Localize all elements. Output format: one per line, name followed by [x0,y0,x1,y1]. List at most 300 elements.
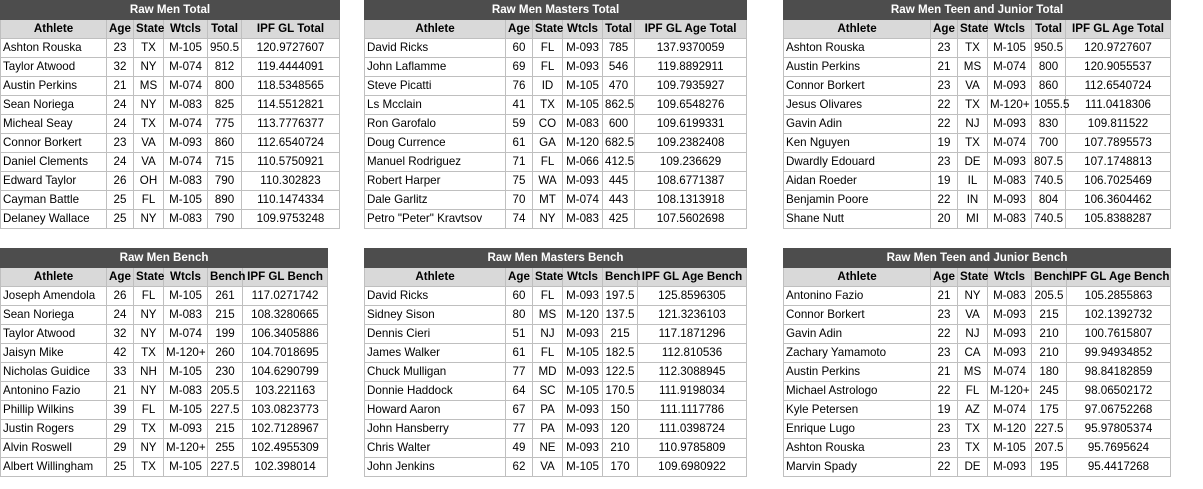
column-header-age: Age [506,20,533,39]
cell-state: FL [958,382,988,401]
cell-lift: 180 [1032,363,1067,382]
column-header-lift: Total [208,20,242,39]
raw-men-total-table [0,0,340,229]
cell-athlete: Phillip Wilkins [1,401,107,420]
cell-lift: 261 [208,287,243,306]
raw-men-bench-table [0,248,328,477]
table-title: Raw Men Teen and Junior Total [784,1,1171,20]
cell-athlete: Sidney Sison [365,306,506,325]
table-row [1,325,328,344]
cell-age: 23 [931,344,958,363]
cell-athlete: Taylor Atwood [1,58,107,77]
cell-score: 111.0398724 [638,420,747,439]
cell-score: 98.06502172 [1067,382,1171,401]
cell-athlete: Ashton Rouska [1,39,107,58]
table-row [784,306,1171,325]
cell-wtcls: M-083 [164,96,208,115]
cell-age: 19 [931,401,958,420]
cell-wtcls: M-105 [164,191,208,210]
cell-lift: 207.5 [1032,439,1067,458]
column-header-state: State [533,20,563,39]
cell-lift: 825 [208,96,242,115]
table-row [1,458,328,477]
table-row [1,287,328,306]
cell-score: 109.6548276 [635,96,747,115]
cell-lift: 445 [603,172,635,191]
cell-athlete: Chris Walter [365,439,506,458]
cell-lift: 215 [1032,306,1067,325]
cell-wtcls: M-083 [563,210,603,229]
cell-age: 69 [506,58,533,77]
cell-age: 21 [107,382,134,401]
cell-lift: 700 [1032,134,1066,153]
column-header-lift: Bench [603,268,638,287]
cell-lift: 227.5 [208,401,243,420]
cell-score: 95.97805374 [1067,420,1171,439]
cell-state: VA [134,134,164,153]
cell-wtcls: M-074 [988,363,1032,382]
cell-state: VA [533,458,563,477]
cell-lift: 175 [1032,401,1067,420]
table-row [784,39,1171,58]
cell-athlete: Nicholas Guidice [1,363,107,382]
cell-athlete: Howard Aaron [365,401,506,420]
cell-state: NJ [958,115,988,134]
column-header-state: State [134,268,164,287]
cell-wtcls: M-093 [563,39,603,58]
cell-athlete: Kyle Petersen [784,401,931,420]
cell-lift: 210 [1032,325,1067,344]
cell-wtcls: M-083 [563,115,603,134]
cell-wtcls: M-083 [988,287,1032,306]
table-row [365,325,747,344]
cell-state: FL [533,39,563,58]
table-row [1,210,340,229]
table-title: Raw Men Masters Total [365,1,747,20]
cell-athlete: Delaney Wallace [1,210,107,229]
cell-score: 107.1748813 [1066,153,1171,172]
cell-score: 112.6540724 [242,134,340,153]
cell-score: 121.3236103 [638,306,747,325]
cell-athlete: Enrique Lugo [784,420,931,439]
table-row [1,439,328,458]
column-header-lift: Total [1032,20,1066,39]
cell-lift: 245 [1032,382,1067,401]
cell-age: 62 [506,458,533,477]
cell-score: 106.3405886 [243,325,328,344]
cell-state: PA [533,401,563,420]
cell-athlete: Petro "Peter" Kravtsov [365,210,506,229]
cell-age: 22 [931,96,958,115]
cell-athlete: Ron Garofalo [365,115,506,134]
cell-state: NY [134,439,164,458]
cell-state: TX [134,344,164,363]
cell-age: 23 [931,420,958,439]
cell-lift: 830 [1032,115,1066,134]
cell-state: PA [533,420,563,439]
cell-lift: 210 [1032,344,1067,363]
cell-score: 109.236629 [635,153,747,172]
cell-lift: 120 [603,420,638,439]
cell-wtcls: M-093 [563,363,603,382]
cell-state: WA [533,172,563,191]
cell-lift: 800 [208,77,242,96]
table-title: Raw Men Masters Bench [365,249,747,268]
cell-age: 75 [506,172,533,191]
cell-athlete: Manuel Rodriguez [365,153,506,172]
table-title: Raw Men Bench [1,249,328,268]
cell-athlete: Zachary Yamamoto [784,344,931,363]
cell-age: 32 [107,58,134,77]
cell-lift: 740.5 [1032,172,1066,191]
cell-lift: 170.5 [603,382,638,401]
cell-state: IL [958,172,988,191]
cell-lift: 215 [208,306,243,325]
header-row [1,268,328,287]
cell-score: 108.1313918 [635,191,747,210]
table-row [365,58,747,77]
cell-wtcls: M-083 [164,382,208,401]
table-row [365,420,747,439]
cell-age: 23 [931,39,958,58]
column-header-age: Age [931,20,958,39]
cell-wtcls: M-105 [164,458,208,477]
cell-age: 22 [931,325,958,344]
table-row [784,134,1171,153]
cell-wtcls: M-120 [563,134,603,153]
cell-score: 112.3088945 [638,363,747,382]
cell-age: 64 [506,382,533,401]
cell-age: 51 [506,325,533,344]
cell-state: NH [134,363,164,382]
column-header-athlete: Athlete [365,20,506,39]
table-row [365,401,747,420]
cell-state: TX [134,39,164,58]
column-header-wtcls: Wtcls [988,20,1032,39]
cell-age: 21 [107,77,134,96]
cell-score: 95.4417268 [1067,458,1171,477]
cell-wtcls: M-093 [164,134,208,153]
column-header-state: State [958,20,988,39]
cell-state: FL [134,401,164,420]
cell-lift: 227.5 [208,458,243,477]
cell-wtcls: M-093 [988,191,1032,210]
cell-state: NJ [958,325,988,344]
cell-athlete: Cayman Battle [1,191,107,210]
cell-lift: 197.5 [603,287,638,306]
cell-score: 104.6290799 [243,363,328,382]
cell-athlete: Connor Borkert [1,134,107,153]
table-row [1,39,340,58]
table-row [784,191,1171,210]
cell-wtcls: M-105 [164,363,208,382]
cell-wtcls: M-120+ [164,344,208,363]
cell-state: MD [533,363,563,382]
cell-score: 117.1871296 [638,325,747,344]
cell-state: FL [134,191,164,210]
cell-lift: 195 [1032,458,1067,477]
cell-state: NY [134,210,164,229]
table-row [784,210,1171,229]
cell-state: MI [958,210,988,229]
cell-lift: 860 [1032,77,1066,96]
column-header-age: Age [506,268,533,287]
cell-score: 102.7128967 [243,420,328,439]
cell-score: 95.7695624 [1067,439,1171,458]
cell-lift: 785 [603,39,635,58]
cell-age: 33 [107,363,134,382]
cell-wtcls: M-105 [988,439,1032,458]
cell-athlete: Taylor Atwood [1,325,107,344]
cell-score: 108.3280665 [243,306,328,325]
cell-athlete: John Hansberry [365,420,506,439]
table-row [365,382,747,401]
cell-lift: 715 [208,153,242,172]
cell-athlete: David Ricks [365,39,506,58]
cell-athlete: Sean Noriega [1,306,107,325]
cell-age: 29 [107,439,134,458]
cell-score: 100.7615807 [1067,325,1171,344]
cell-wtcls: M-074 [563,191,603,210]
table-row [1,306,328,325]
raw-men-teen-junior-total-table [783,0,1171,229]
table-title: Raw Men Total [1,1,340,20]
cell-state: NY [134,325,164,344]
cell-state: IN [958,191,988,210]
cell-state: TX [958,420,988,439]
cell-state: NY [958,287,988,306]
table-row [784,115,1171,134]
cell-age: 32 [107,325,134,344]
cell-wtcls: M-105 [563,96,603,115]
column-header-score: IPF GL Age Total [1066,20,1171,39]
cell-state: TX [958,439,988,458]
cell-age: 22 [931,458,958,477]
cell-athlete: John Jenkins [365,458,506,477]
cell-age: 22 [931,191,958,210]
table-row [1,401,328,420]
cell-athlete: Austin Perkins [1,77,107,96]
cell-age: 59 [506,115,533,134]
cell-wtcls: M-093 [988,115,1032,134]
cell-lift: 546 [603,58,635,77]
cell-athlete: Jesus Olivares [784,96,931,115]
cell-score: 112.6540724 [1066,77,1171,96]
cell-wtcls: M-105 [164,287,208,306]
table-row [365,153,747,172]
cell-state: FL [134,287,164,306]
cell-athlete: Daniel Clements [1,153,107,172]
cell-score: 107.7895573 [1066,134,1171,153]
cell-score: 120.9727607 [1066,39,1171,58]
cell-state: NY [533,210,563,229]
table-row [365,363,747,382]
column-header-score: IPF GL Age Total [635,20,747,39]
cell-age: 24 [107,306,134,325]
cell-score: 105.2855863 [1067,287,1171,306]
table-row [365,458,747,477]
cell-wtcls: M-120 [563,306,603,325]
cell-wtcls: M-093 [164,420,208,439]
cell-score: 117.0271742 [243,287,328,306]
cell-wtcls: M-093 [988,153,1032,172]
cell-athlete: Ashton Rouska [784,39,931,58]
cell-age: 23 [931,77,958,96]
cell-state: TX [134,458,164,477]
cell-athlete: Austin Perkins [784,58,931,77]
table-row [784,287,1171,306]
cell-state: FL [533,58,563,77]
table-row [1,58,340,77]
table-row [784,439,1171,458]
cell-athlete: Ashton Rouska [784,439,931,458]
cell-age: 77 [506,420,533,439]
table-row [365,439,747,458]
cell-wtcls: M-093 [563,420,603,439]
cell-score: 105.8388287 [1066,210,1171,229]
cell-lift: 800 [1032,58,1066,77]
table-row [784,96,1171,115]
cell-lift: 804 [1032,191,1066,210]
column-header-athlete: Athlete [1,20,107,39]
column-header-score: IPF GL Total [242,20,340,39]
cell-wtcls: M-074 [988,134,1032,153]
cell-athlete: Jaisyn Mike [1,344,107,363]
table-row [1,344,328,363]
cell-wtcls: M-083 [164,210,208,229]
cell-athlete: Dennis Cieri [365,325,506,344]
cell-state: NY [134,382,164,401]
column-header-age: Age [107,268,134,287]
cell-wtcls: M-120+ [164,439,208,458]
cell-age: 20 [931,210,958,229]
table-row [784,458,1171,477]
cell-lift: 470 [603,77,635,96]
cell-wtcls: M-093 [988,344,1032,363]
cell-athlete: Connor Borkert [784,306,931,325]
cell-state: VA [134,153,164,172]
table-row [365,115,747,134]
header-row [784,268,1171,287]
cell-lift: 807.5 [1032,153,1066,172]
cell-lift: 215 [208,420,243,439]
cell-lift: 950.5 [208,39,242,58]
cell-age: 22 [931,115,958,134]
table-row [1,134,340,153]
table-row [1,96,340,115]
cell-athlete: Ls Mcclain [365,96,506,115]
cell-athlete: Alvin Roswell [1,439,107,458]
cell-athlete: Joseph Amendola [1,287,107,306]
table-row [784,401,1171,420]
cell-state: DE [958,153,988,172]
table-row [1,115,340,134]
cell-state: MS [958,58,988,77]
cell-athlete: Dwardly Edouard [784,153,931,172]
cell-wtcls: M-093 [563,58,603,77]
column-header-wtcls: Wtcls [988,268,1032,287]
cell-age: 61 [506,344,533,363]
cell-state: CA [958,344,988,363]
cell-score: 110.302823 [242,172,340,191]
cell-lift: 412.5 [603,153,635,172]
cell-age: 23 [107,134,134,153]
cell-athlete: Sean Noriega [1,96,107,115]
column-header-lift: Bench [1032,268,1067,287]
cell-score: 106.7025469 [1066,172,1171,191]
cell-wtcls: M-074 [988,401,1032,420]
cell-wtcls: M-105 [563,458,603,477]
cell-age: 39 [107,401,134,420]
cell-score: 137.9370059 [635,39,747,58]
cell-age: 19 [931,134,958,153]
cell-state: VA [958,306,988,325]
cell-wtcls: M-093 [988,325,1032,344]
cell-score: 120.9727607 [242,39,340,58]
table-row [784,153,1171,172]
table-row [784,363,1171,382]
column-header-state: State [134,20,164,39]
cell-age: 29 [107,420,134,439]
cell-state: NY [134,96,164,115]
cell-age: 25 [107,191,134,210]
cell-age: 41 [506,96,533,115]
cell-lift: 890 [208,191,242,210]
cell-age: 24 [107,153,134,172]
cell-score: 98.84182859 [1067,363,1171,382]
cell-state: TX [134,420,164,439]
cell-state: FL [533,344,563,363]
column-header-wtcls: Wtcls [164,20,208,39]
cell-state: TX [958,134,988,153]
table-row [784,58,1171,77]
header-row [1,20,340,39]
column-header-age: Age [931,268,958,287]
cell-lift: 425 [603,210,635,229]
table-row [1,382,328,401]
cell-age: 49 [506,439,533,458]
cell-state: ID [533,77,563,96]
table-row [784,325,1171,344]
cell-lift: 230 [208,363,243,382]
cell-wtcls: M-083 [988,210,1032,229]
cell-score: 110.1474334 [242,191,340,210]
column-header-wtcls: Wtcls [164,268,208,287]
column-header-state: State [533,268,563,287]
cell-wtcls: M-120 [988,420,1032,439]
cell-score: 119.8892911 [635,58,747,77]
cell-wtcls: M-093 [563,172,603,191]
cell-score: 109.9753248 [242,210,340,229]
cell-wtcls: M-093 [563,325,603,344]
cell-state: NE [533,439,563,458]
cell-state: DE [958,458,988,477]
header-row [365,268,747,287]
header-row [784,20,1171,39]
table-row [1,153,340,172]
cell-state: TX [958,39,988,58]
cell-athlete: Connor Borkert [784,77,931,96]
cell-athlete: Dale Garlitz [365,191,506,210]
cell-score: 99.94934852 [1067,344,1171,363]
cell-lift: 790 [208,210,242,229]
cell-state: MS [958,363,988,382]
cell-athlete: Micheal Seay [1,115,107,134]
cell-age: 70 [506,191,533,210]
table-row [1,191,340,210]
cell-athlete: Benjamin Poore [784,191,931,210]
cell-lift: 860 [208,134,242,153]
